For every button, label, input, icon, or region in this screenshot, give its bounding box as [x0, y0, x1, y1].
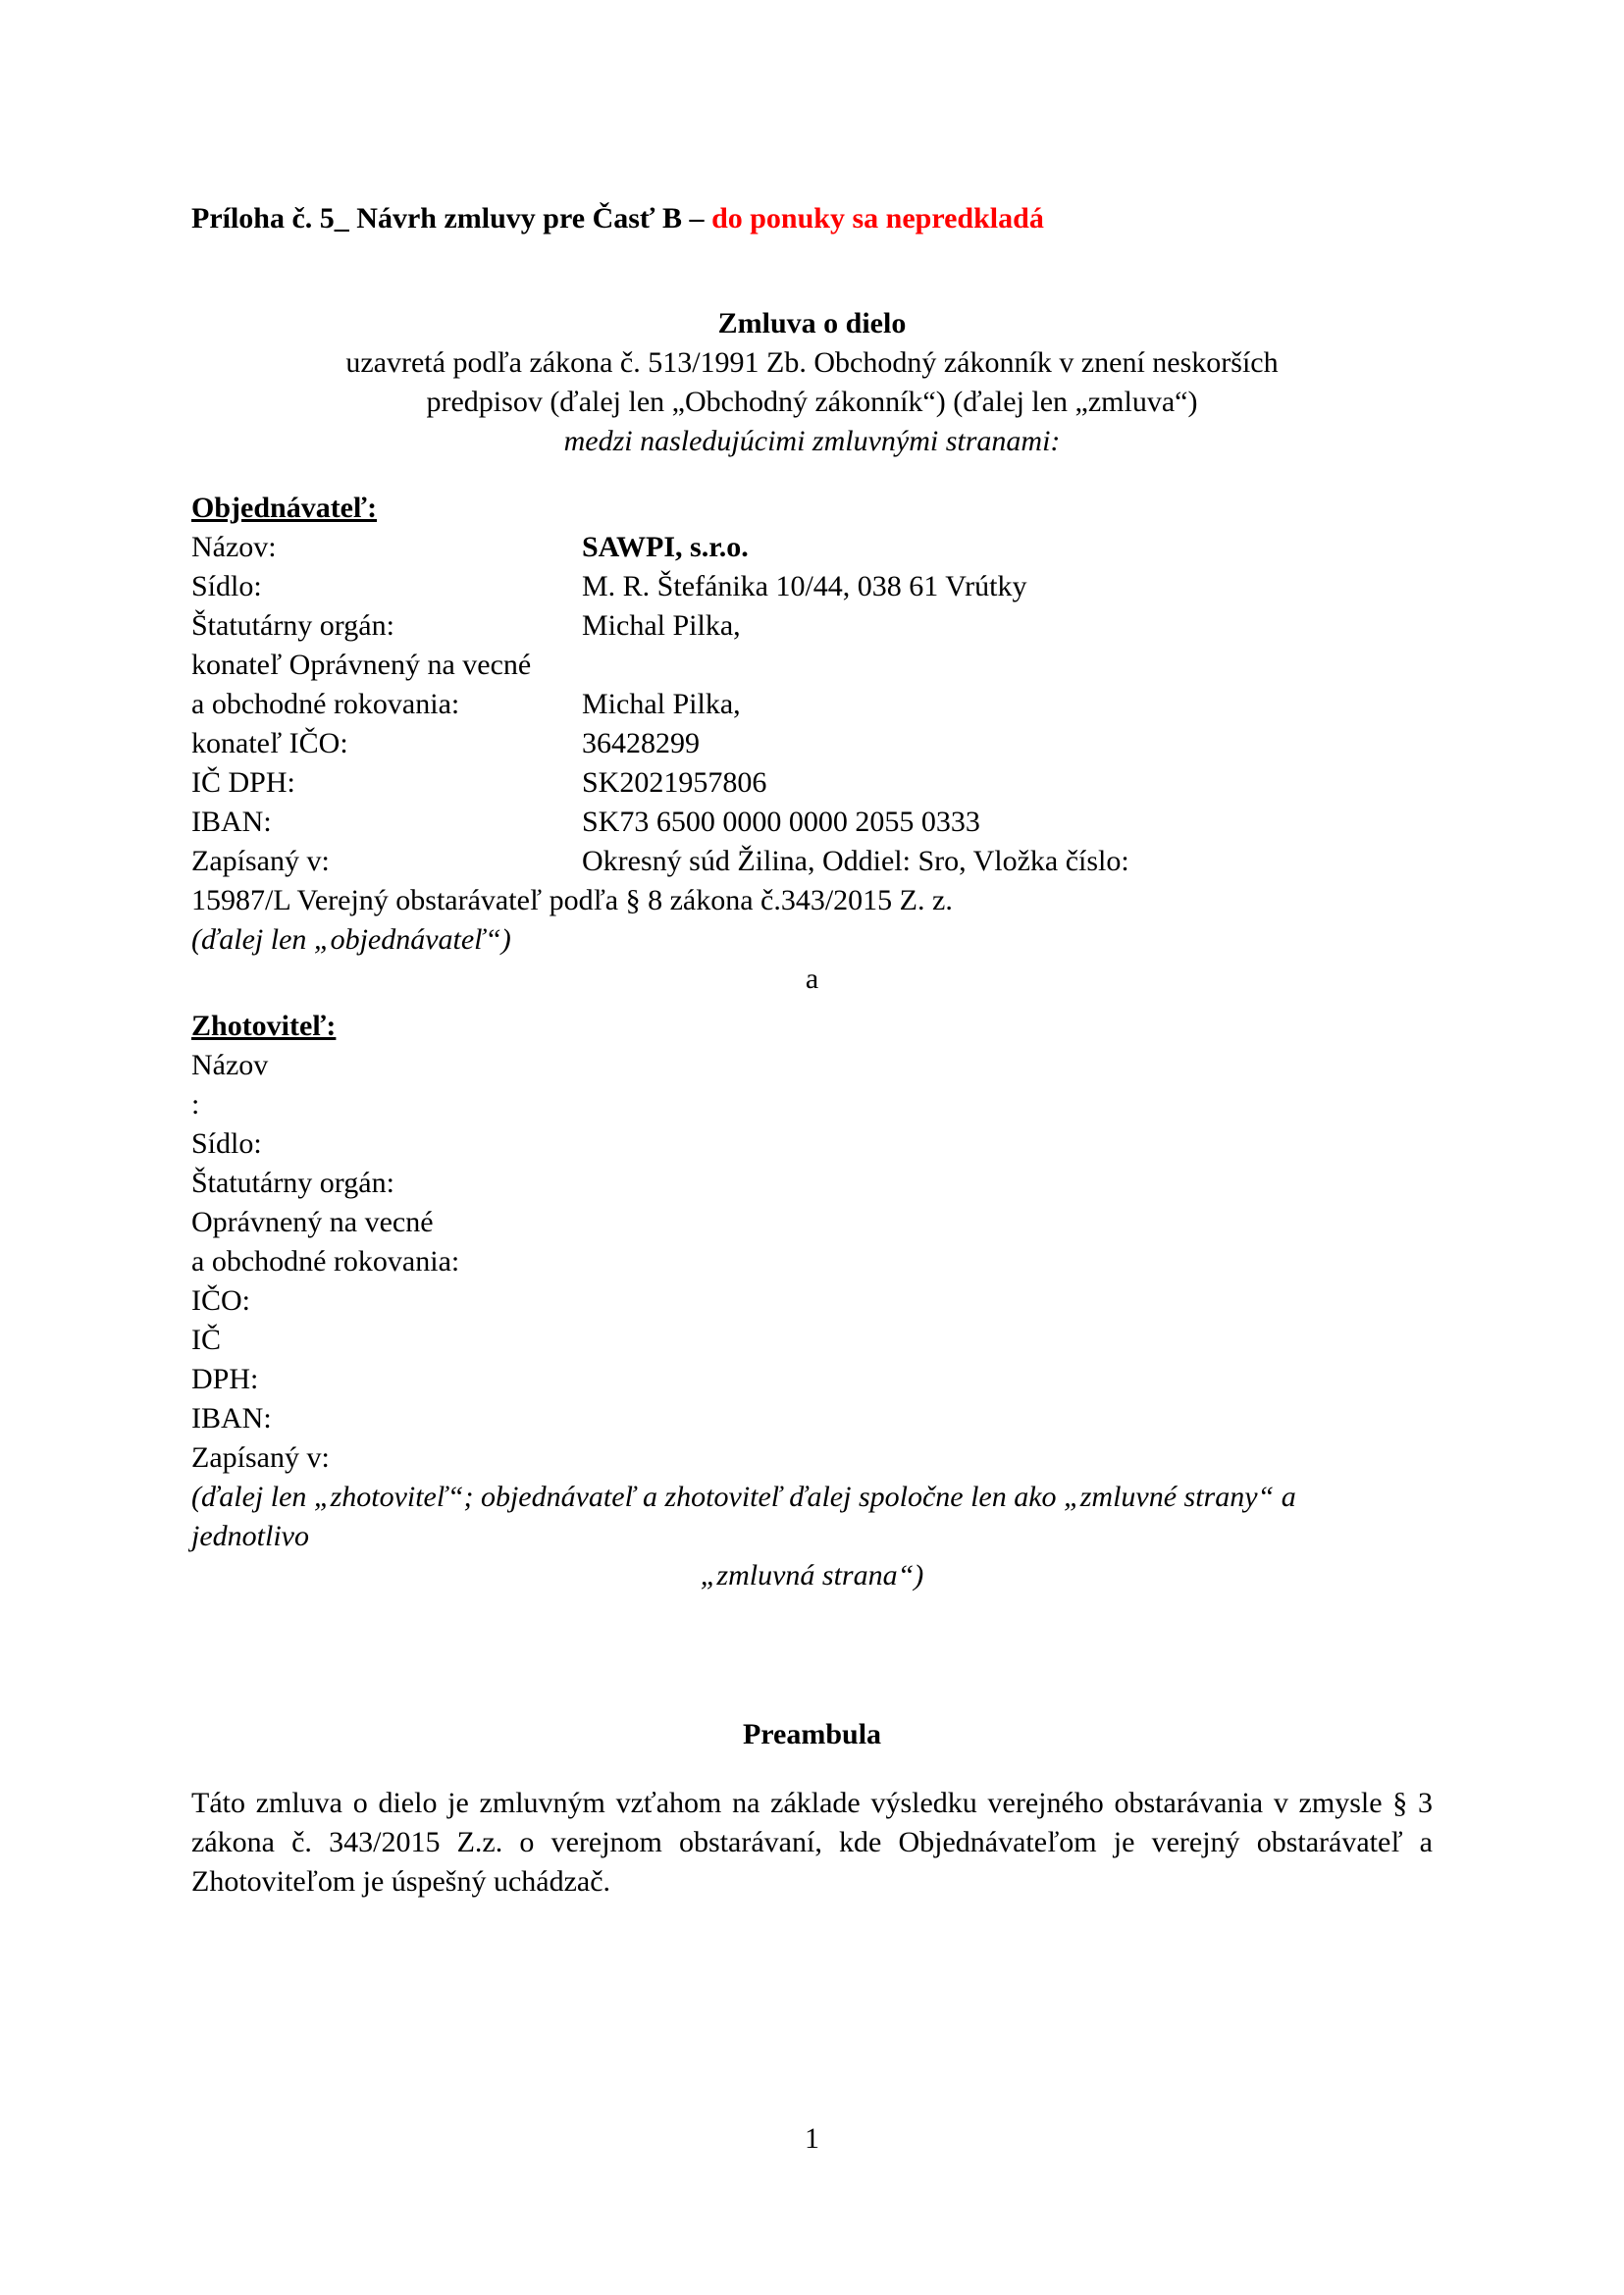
detail-row	[191, 803, 1433, 842]
detail-row	[191, 528, 1433, 567]
objednavatel-alias: (ďalej len „objednávateľ“)	[191, 923, 511, 956]
contract-heading-line-1: uzavretá podľa zákona č. 513/1991 Zb. Obchodný zákonník v znení neskorších	[345, 346, 1279, 379]
row-value: Michal Pilka,	[582, 688, 741, 720]
row-label: Zapísaný v:	[191, 1441, 330, 1474]
detail-row	[191, 1124, 1433, 1164]
row-label: konateľ Oprávnený na vecné	[191, 649, 532, 681]
detail-row	[191, 1203, 1433, 1242]
row-label: :	[191, 1088, 200, 1121]
row-value: Michal Pilka,	[582, 609, 741, 642]
detail-row	[191, 646, 1433, 685]
row-label: IČ DPH:	[191, 766, 295, 799]
row-label: Oprávnený na vecné	[191, 1206, 434, 1238]
detail-row	[191, 685, 1433, 724]
detail-row	[191, 1046, 1433, 1085]
contract-heading-line-2: predpisov (ďalej len „Obchodný zákonník“) (ďalej len „zmluva“)	[426, 386, 1198, 418]
row-label: Názov:	[191, 531, 277, 563]
row-label: a obchodné rokovania:	[191, 1245, 460, 1278]
contract-heading	[191, 304, 1433, 461]
zhotovitel-heading: Zhotoviteľ:	[191, 1010, 337, 1042]
row-label: konateľ IČO:	[191, 727, 348, 759]
detail-row	[191, 724, 1433, 763]
row-label: Sídlo:	[191, 1127, 262, 1160]
detail-row	[191, 1321, 1433, 1360]
detail-row	[191, 567, 1433, 606]
row-label: IBAN:	[191, 806, 272, 838]
zhotovitel-alias-line-1: (ďalej len „zhotoviteľ“; objednávateľ a zhotoviteľ ďalej spoločne len ako „zmluvné strany“ a	[191, 1481, 1296, 1513]
contract-title: Zmluva o dielo	[717, 307, 907, 339]
row-value: Okresný súd Žilina, Oddiel: Sro, Vložka číslo:	[582, 845, 1129, 877]
page-number: 1	[805, 2122, 819, 2155]
row-label: IČO:	[191, 1284, 250, 1317]
detail-row	[191, 1438, 1433, 1478]
detail-row	[191, 763, 1433, 803]
row-label: a obchodné rokovania:	[191, 688, 460, 720]
preambula-line-2: zákona č. 343/2015 Z.z. o verejnom obstarávaní, kde Objednávateľom je verejný obstarávateľ a	[191, 1826, 1433, 1858]
row-label: Štatutárny orgán:	[191, 1167, 394, 1199]
objednavatel-continuation: 15987/L Verejný obstarávateľ podľa § 8 zákona č.343/2015 Z. z.	[191, 884, 953, 916]
row-value: SAWPI, s.r.o.	[582, 531, 749, 563]
doc-title	[191, 199, 1433, 238]
row-value: M. R. Štefánika 10/44, 038 61 Vrútky	[582, 570, 1027, 602]
preambula-heading: Preambula	[742, 1718, 882, 1750]
objednavatel-heading: Objednávateľ:	[191, 492, 378, 524]
row-label: IČ	[191, 1324, 221, 1356]
row-label: IBAN:	[191, 1402, 272, 1434]
detail-row	[191, 1164, 1433, 1203]
preambula-paragraph	[191, 1784, 1433, 1902]
zhotovitel-alias-line-2: jednotlivo	[191, 1520, 309, 1552]
row-label: Názov	[191, 1049, 269, 1081]
row-label: Štatutárny orgán:	[191, 609, 394, 642]
row-label: DPH:	[191, 1363, 259, 1395]
detail-row	[191, 1281, 1433, 1321]
parties-separator: a	[805, 963, 819, 995]
detail-row	[191, 842, 1433, 881]
row-value: 36428299	[582, 727, 700, 759]
row-value: SK73 6500 0000 0000 2055 0333	[582, 806, 980, 838]
doc-title-black: Príloha č. 5_ Návrh zmluvy pre Časť B –	[191, 202, 712, 235]
preambula-line-3: Zhotoviteľom je úspešný uchádzač.	[191, 1865, 611, 1898]
zhotovitel-alias-line-3: „zmluvná strana“)	[700, 1559, 924, 1591]
row-label: Sídlo:	[191, 570, 262, 602]
detail-row	[191, 1085, 1433, 1124]
contract-heading-line-3: medzi nasledujúcimi zmluvnými stranami:	[563, 425, 1061, 457]
row-label: Zapísaný v:	[191, 845, 330, 877]
detail-row	[191, 1360, 1433, 1399]
detail-row	[191, 1399, 1433, 1438]
detail-row	[191, 606, 1433, 646]
row-value: SK2021957806	[582, 766, 767, 799]
preambula-line-1: Táto zmluva o dielo je zmluvným vzťahom na základe výsledku verejného obstarávania v zmysle § 3	[191, 1787, 1433, 1819]
doc-title-red: do ponuky sa nepredkladá	[711, 202, 1044, 235]
detail-row	[191, 1242, 1433, 1281]
